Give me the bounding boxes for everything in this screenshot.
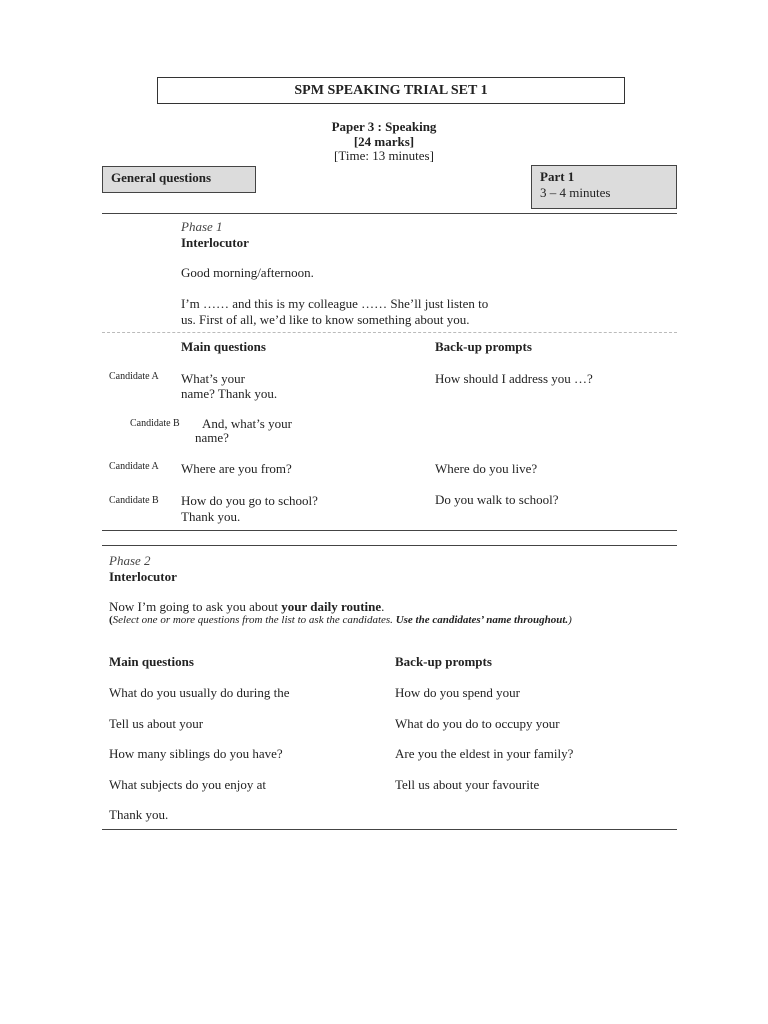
phase2-instruction — [109, 613, 605, 627]
phase2-backup-prompt: What do you do to occupy your — [395, 716, 560, 731]
candidate-label: Candidate A — [109, 371, 159, 382]
candidate-label: Candidate B — [109, 495, 159, 506]
phase2-role: Interlocutor — [109, 569, 177, 584]
phase2-intro-end: . — [381, 599, 385, 614]
phase1-intro-line2: us. First of all, we’d like to know something about you. — [181, 312, 470, 327]
candidate-label: Candidate B — [130, 418, 180, 429]
phase2-backup-header: Back-up prompts — [395, 654, 492, 669]
phase2-closing: Thank you. — [109, 807, 169, 822]
backup-prompt: Do you walk to school? — [435, 492, 559, 507]
divider-bottom — [102, 829, 677, 830]
phase2-main-question: What do you usually do during the — [109, 685, 290, 700]
phase2-main-question: Tell us about your — [109, 716, 204, 731]
phase2-main-header: Main questions — [109, 654, 194, 669]
phase2-label: Phase 2 — [109, 553, 151, 568]
backup-prompt: How should I address you …? — [435, 371, 593, 386]
backup-prompt: Where do you live? — [435, 461, 538, 476]
phase1-main-header: Main questions — [181, 339, 266, 354]
main-question: Where are you from? — [181, 461, 292, 476]
phase2-backup-prompt: Are you the eldest in your family? — [395, 746, 574, 761]
phase1-label: Phase 1 — [181, 219, 223, 234]
main-question-cont: Thank you. — [181, 509, 241, 524]
phase2-backup-prompt: How do you spend your — [395, 685, 520, 700]
phase1-role: Interlocutor — [181, 235, 249, 250]
phase1-intro-line1: I’m …… and this is my colleague …… She’ll just listen to — [181, 296, 489, 311]
document-title: SPM SPEAKING TRIAL SET 1 — [157, 77, 625, 104]
main-question: And, what’s your — [202, 416, 292, 431]
phase2-main-question: What subjects do you enjoy at — [109, 777, 267, 792]
part-duration: 3 – 4 minutes — [540, 185, 611, 200]
phase1-greeting: Good morning/afternoon. — [181, 265, 314, 280]
part-label: Part 1 — [540, 169, 575, 184]
instruction-paren-close: ) — [568, 614, 572, 626]
time-label: [Time: 13 minutes] — [334, 148, 434, 163]
paper-label: Paper 3 : Speaking — [331, 119, 437, 134]
phase2-main-question: How many siblings do you have? — [109, 746, 283, 761]
main-question-cont: name? Thank you. — [181, 386, 278, 401]
phase1-backup-header: Back-up prompts — [435, 339, 532, 354]
main-question: What’s your — [181, 371, 245, 386]
divider-top — [102, 213, 677, 214]
phase2-intro-topic: your daily routine — [281, 599, 382, 614]
divider-dashed-1 — [102, 332, 677, 333]
candidate-label: Candidate A — [109, 461, 159, 472]
marks-label: [24 marks] — [353, 134, 415, 149]
part-box — [531, 165, 677, 209]
main-question: How do you go to school? — [181, 493, 318, 508]
divider-phase1-end — [102, 530, 677, 531]
instruction-paren-open: ( — [109, 614, 113, 626]
phase2-intro-text: Now I’m going to ask you about — [109, 599, 282, 614]
instruction-bold: Use the candidates’ name throughout. — [395, 614, 569, 626]
section-label-box — [102, 166, 256, 193]
phase2-backup-prompt: Tell us about your favourite — [395, 777, 540, 792]
main-question-cont: name? — [195, 430, 229, 445]
section-label: General questions — [111, 170, 212, 185]
divider-phase2-start — [102, 545, 677, 546]
instruction-text: Select one or more questions from the list to ask the candidates. — [112, 614, 396, 626]
